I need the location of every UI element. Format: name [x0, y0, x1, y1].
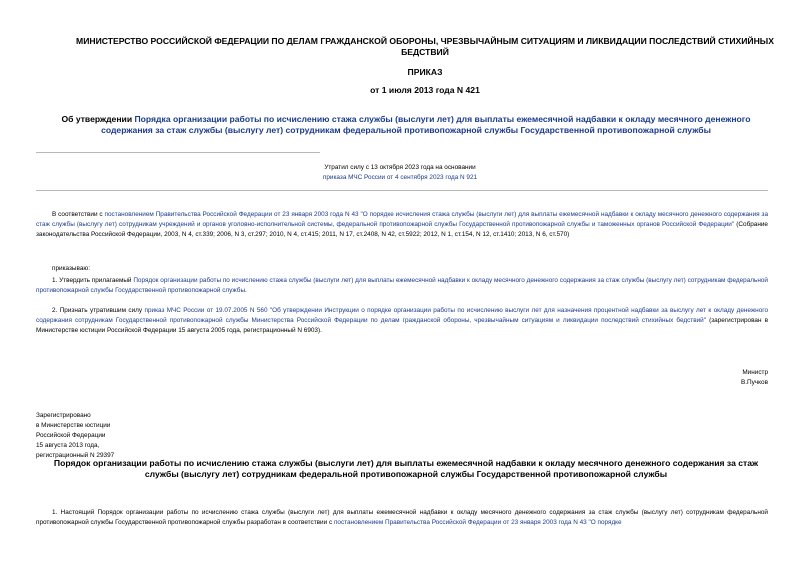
status-link[interactable]: приказа МЧС России от 4 сентября 2023 года N 921	[322, 174, 478, 181]
divider	[36, 152, 320, 153]
orders-text: приказываю:	[52, 265, 90, 272]
item1-suffix: .	[245, 287, 247, 294]
p1-link[interactable]: постановлением Правительства Российской Федерации от 23 января 2003 года N 43 "О порядке исчисления стажа службы (выслуги лет) для выплаты ежемесячной надбавки к окладу месячного денежного содержания за стаж службы (выслугу лет) сотрудникам учреждений и органов уголовно-исполнительной системы, федеральной противопожарной службы Государственной противопожарной службы и таможенных органов Российской Федерации"	[36, 211, 768, 228]
doc-type: ПРИКАЗ	[407, 67, 443, 77]
status-text: Утратил силу с 13 октября 2023 года на основании	[324, 164, 476, 171]
item-1	[36, 276, 768, 296]
doc-date-number: от 1 июля 2013 года N 421	[370, 85, 480, 95]
registration-block	[36, 411, 236, 461]
item-2	[36, 306, 768, 336]
divider	[36, 190, 768, 191]
registration-line: Зарегистрировано	[36, 412, 91, 419]
p1-suffix: (Собрание законодательства Российской Федерации, 2003, N 4, ст.339; 2006, N 3, ст.297; 2010, N 4, ст.415; 2011, N 17, ст.2408, N 42, ст.5922; 2012, N 1, ст.154, N 12, ст.1410; 2013, N 6, ст.570)	[36, 221, 768, 238]
p1-prefix: В соответствии с	[52, 211, 105, 218]
item1-link[interactable]: Порядок организации работы по исчислению стажа службы (выслуги лет) для выплаты ежемесячной надбавки к окладу месячного денежного содержания за стаж службы (выслугу лет) сотрудникам федеральной противопожарной службы Государственной противопожарной службы	[36, 277, 768, 294]
registration-line: 15 августа 2013 года,	[36, 442, 100, 449]
document-title	[36, 114, 776, 136]
item2-suffix: (зарегистрирован в Министерстве юстиции Российской Федерации 15 августа 2005 года, регистрационный N 6903).	[36, 317, 768, 334]
annex-p1-prefix: 1. Настоящий Порядок организации работы по исчислению стажа службы (выслуги лет) для выплаты ежемесячной надбавки к окладу месячного денежного содержания за стаж службы (выслугу лет) сотрудникам федеральной противопожарной службы Государственной противопожарной службы разработан в соответствии с	[36, 509, 768, 526]
title-link[interactable]: Порядка организации работы по исчислению стажа службы (выслуги лет) для выплаты ежемесячной надбавки к окладу месячного денежного содержания за стаж службы (выслугу лет) сотрудникам федеральной противопожарной службы Государственной противопожарной службы	[101, 114, 751, 135]
item2-link[interactable]: приказ МЧС России от 19.07.2005 N 560 "Об утверждении Инструкции о порядке организации работы по исчислению выслуги лет для назначения процентной надбавки за выслугу лет к окладу денежного содержания сотрудникам Государственной противопожарной службы Министерства Российской Федерации по делам гражданской обороны, чрезвычайным ситуациям и ликвидации последствий стихийных бедствий"	[36, 307, 768, 324]
registration-line: в Министерстве юстиции	[36, 422, 111, 429]
item2-prefix: 2. Признать утратившим силу	[52, 307, 145, 314]
annex-paragraph-1	[36, 508, 768, 528]
annex-p1-link[interactable]: постановлением Правительства Российской Федерации от 23 января 2003 года N 43 "О порядке	[333, 519, 622, 526]
registration-line: регистрационный N 29397	[36, 452, 115, 459]
signature-name: В.Пучков	[741, 379, 768, 386]
registration-line: Российской Федерации	[36, 432, 106, 439]
preamble-paragraph	[36, 210, 768, 240]
item1-prefix: 1. Утвердить прилагаемый	[52, 277, 134, 284]
title-prefix: Об утверждении	[61, 114, 135, 124]
annex-title: Порядок организации работы по исчислению стажа службы (выслуги лет) для выплаты ежемесячной надбавки к окладу месячного денежного содержания за стаж службы (выслугу лет) сотрудникам федеральной противопожарной службы Государственной противопожарной службы	[53, 458, 759, 479]
ministry-heading: МИНИСТЕРСТВО РОССИЙСКОЙ ФЕДЕРАЦИИ ПО ДЕЛАМ ГРАЖДАНСКОЙ ОБОРОНЫ, ЧРЕЗВЫЧАЙНЫМ СИТУАЦИЯМ И ЛИКВИДАЦИИ ПОСЛЕДСТВИЙ СТИХИЙНЫХ БЕДСТВИЙ	[76, 36, 774, 57]
signature-role: Министр	[742, 369, 768, 376]
